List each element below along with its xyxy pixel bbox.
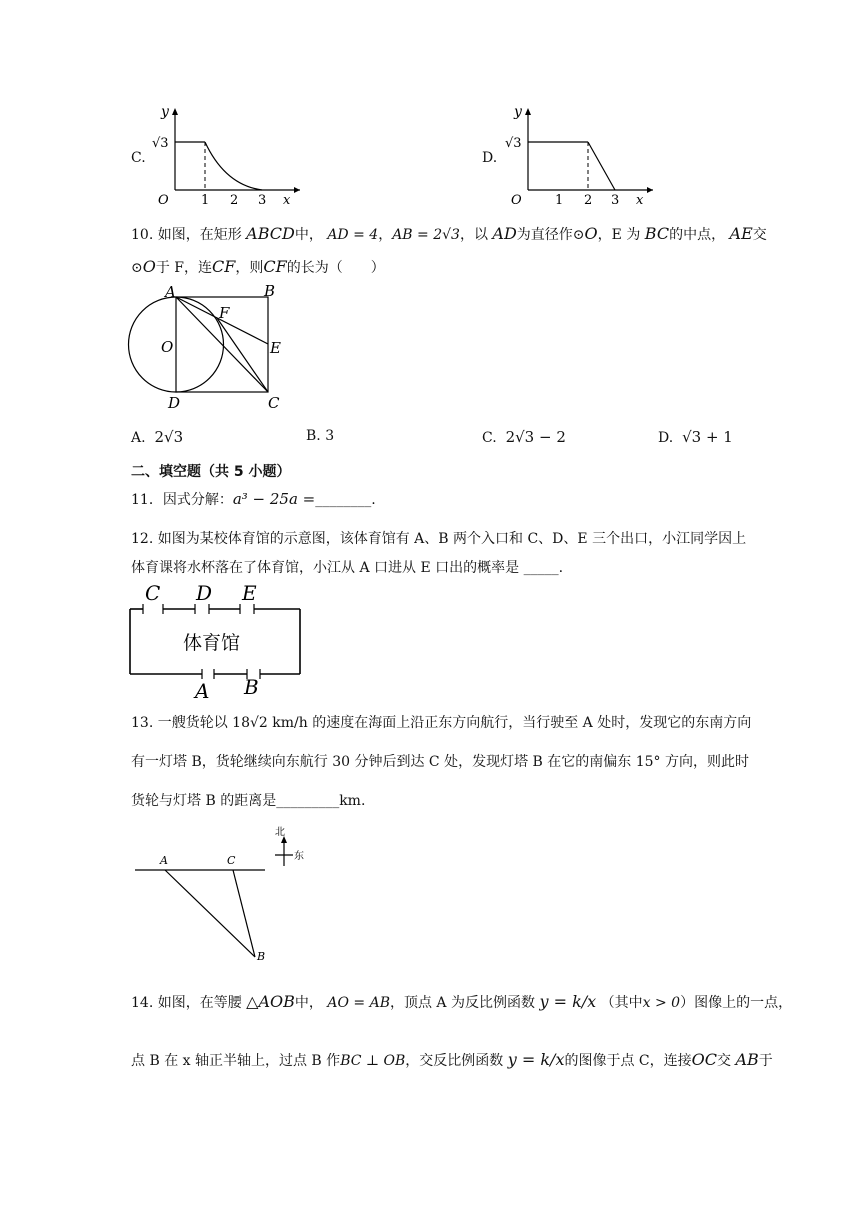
q10-option-a: A. 2√3	[131, 428, 184, 446]
section-title: 二、填空题（共 5 小题）	[131, 464, 291, 480]
q10-line-2: ⊙O于 F，连CF，则CF的长为（ ）	[131, 257, 385, 276]
tick-2: 2	[584, 193, 593, 208]
point-b-label: B	[257, 950, 266, 963]
tick-2: 2	[230, 193, 239, 208]
q10-option-c: C. 2√3 − 2	[482, 428, 566, 446]
q12-gym-figure	[125, 582, 310, 702]
q10-line-1: 10. 如图，在矩形 ABCD中， AD = 4，AB = 2√3，以 AD为直径作⊙O，E 为 BC的中点， AE交	[131, 224, 767, 243]
exit-e-label: E	[242, 582, 257, 605]
y-axis-label: y	[161, 104, 169, 120]
origin-label: O	[158, 193, 169, 208]
exit-d-label: D	[196, 582, 213, 605]
tick-1: 1	[555, 193, 564, 208]
point-c-label: C	[268, 394, 280, 412]
q12-line-1: 12. 如图为某校体育馆的示意图，该体育馆有 A、B 两个入口和 C、D、E 三个出口，小江同学因上	[131, 531, 747, 547]
entrance-a-label: A	[195, 679, 210, 702]
q14-line-2: 点 B 在 x 轴正半轴上，过点 B 作BC ⊥ OB，交反比例函数 y = k/x的图像于点 C，连接OC交 AB于	[131, 1050, 773, 1069]
option-d-label: D.	[482, 150, 498, 166]
q11: 11．因式分解：a³ − 25a =________.	[131, 490, 376, 508]
point-d-label: D	[168, 394, 181, 412]
east-label: 东	[294, 851, 304, 862]
option-c-label: C.	[131, 150, 146, 166]
entrance-b-label: B	[244, 675, 259, 699]
y-axis-label: y	[514, 104, 522, 120]
point-f-label: F	[219, 304, 230, 322]
q13-figure	[130, 822, 320, 967]
point-a-label: A	[165, 283, 176, 301]
point-b-label: B	[264, 282, 276, 300]
tick-1: 1	[201, 193, 210, 208]
q13-line-1: 13. 一艘货轮以 18√2 km/h 的速度在海面上沿正东方向航行，当行驶至 A 处时，发现它的东南方向	[131, 715, 752, 731]
q10-option-b: B. 3	[306, 428, 335, 444]
q13-line-3: 货轮与灯塔 B 的距离是_________km.	[131, 793, 366, 809]
tick-3: 3	[611, 193, 620, 208]
graph-option-c	[150, 100, 310, 210]
point-e-label: E	[270, 339, 281, 357]
point-a-label: A	[160, 854, 168, 867]
point-o-label: O	[161, 338, 174, 356]
sqrt3-label: √3	[152, 136, 169, 151]
x-axis-label: x	[636, 193, 644, 208]
point-c-label: C	[227, 854, 236, 867]
gym-label: 体育馆	[183, 632, 241, 654]
x-axis-label: x	[283, 193, 291, 208]
q10-figure	[125, 282, 295, 412]
sqrt3-label: √3	[505, 136, 522, 151]
q13-line-2: 有一灯塔 B，货轮继续向东航行 30 分钟后到达 C 处，发现灯塔 B 在它的南偏东 15° 方向，则此时	[131, 754, 749, 770]
q14-line-1: 14. 如图，在等腰 △AOB中， AO = AB，顶点 A 为反比例函数 y = k/x （其中x > 0）图像上的一点，	[131, 992, 793, 1011]
exit-c-label: C	[145, 582, 161, 605]
q12-line-2: 体育课将水杯落在了体育馆，小江从 A 口进从 E 口出的概率是 _____.	[131, 560, 564, 576]
q10-option-d: D. √3 + 1	[658, 428, 733, 446]
graph-option-d	[503, 100, 663, 210]
tick-3: 3	[258, 193, 267, 208]
origin-label: O	[511, 193, 522, 208]
north-label: 北	[275, 827, 285, 838]
